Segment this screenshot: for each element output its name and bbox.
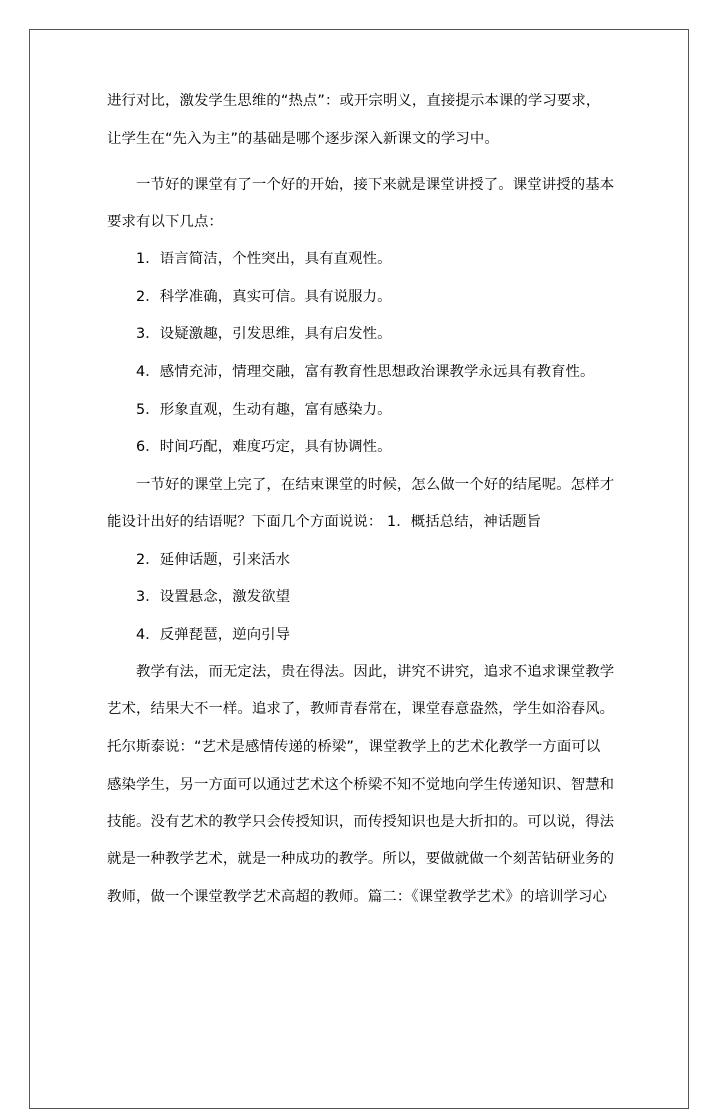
text-line: 艺术，结果大不一样。追求了，教师青春常在，课堂春意盎然，学生如浴春风。 [107, 701, 615, 717]
text-line: 能设计出好的结语呢？下面几个方面说说： 1．概括总结，神话题旨 [107, 514, 542, 530]
text-line: 托尔斯泰说：“艺术是感情传递的桥梁”，课堂教学上的艺术化教学一方面可以 [107, 739, 601, 755]
text-line: 让学生在“先入为主”的基础是哪个逐步深入新课文的学习中。 [107, 131, 499, 147]
text-line: 技能。没有艺术的教学只会传授知识，而传授知识也是大折扣的。可以说，得法 [107, 814, 615, 830]
list-item: 6．时间巧配，难度巧定，具有协调性。 [136, 439, 392, 455]
list-item: 3．设置悬念，激发欲望 [136, 589, 291, 605]
paragraph-start: 一节好的课堂有了一个好的开始，接下来就是课堂讲授了。课堂讲授的基本 [136, 177, 615, 193]
text-line: 教师，做一个课堂教学艺术高超的教师。篇二：《课堂教学艺术》的培训学习心 [107, 889, 607, 905]
list-item: 5．形象直观，生动有趣，富有感染力。 [136, 402, 392, 418]
list-item: 1．语言简洁，个性突出，具有直观性。 [136, 251, 392, 267]
text-line: 进行对比，激发学生思维的“热点”：或开宗明义，直接提示本课的学习要求， [107, 93, 601, 109]
paragraph-start: 教学有法，而无定法，贵在得法。因此，讲究不讲究，追求不追求课堂教学 [136, 664, 615, 680]
text-line: 感染学生，另一方面可以通过艺术这个桥梁不知不觉地向学生传递知识、智慧和 [107, 777, 615, 793]
list-item: 2．科学准确，真实可信。具有说服力。 [136, 289, 392, 305]
text-line: 要求有以下几点： [107, 214, 223, 230]
list-item: 4．反弹琵琶，逆向引导 [136, 627, 291, 643]
list-item: 2．延伸话题，引来活水 [136, 552, 291, 568]
list-item: 4．感情充沛，情理交融，富有教育性思想政治课教学永远具有教育性。 [136, 364, 595, 380]
paragraph-start: 一节好的课堂上完了，在结束课堂的时候，怎么做一个好的结尾呢。怎样才 [136, 477, 615, 493]
text-line: 就是一种教学艺术，就是一种成功的教学。所以，要做就做一个刻苦钻研业务的 [107, 851, 615, 867]
list-item: 3．设疑激趣，引发思维，具有启发性。 [136, 326, 392, 342]
